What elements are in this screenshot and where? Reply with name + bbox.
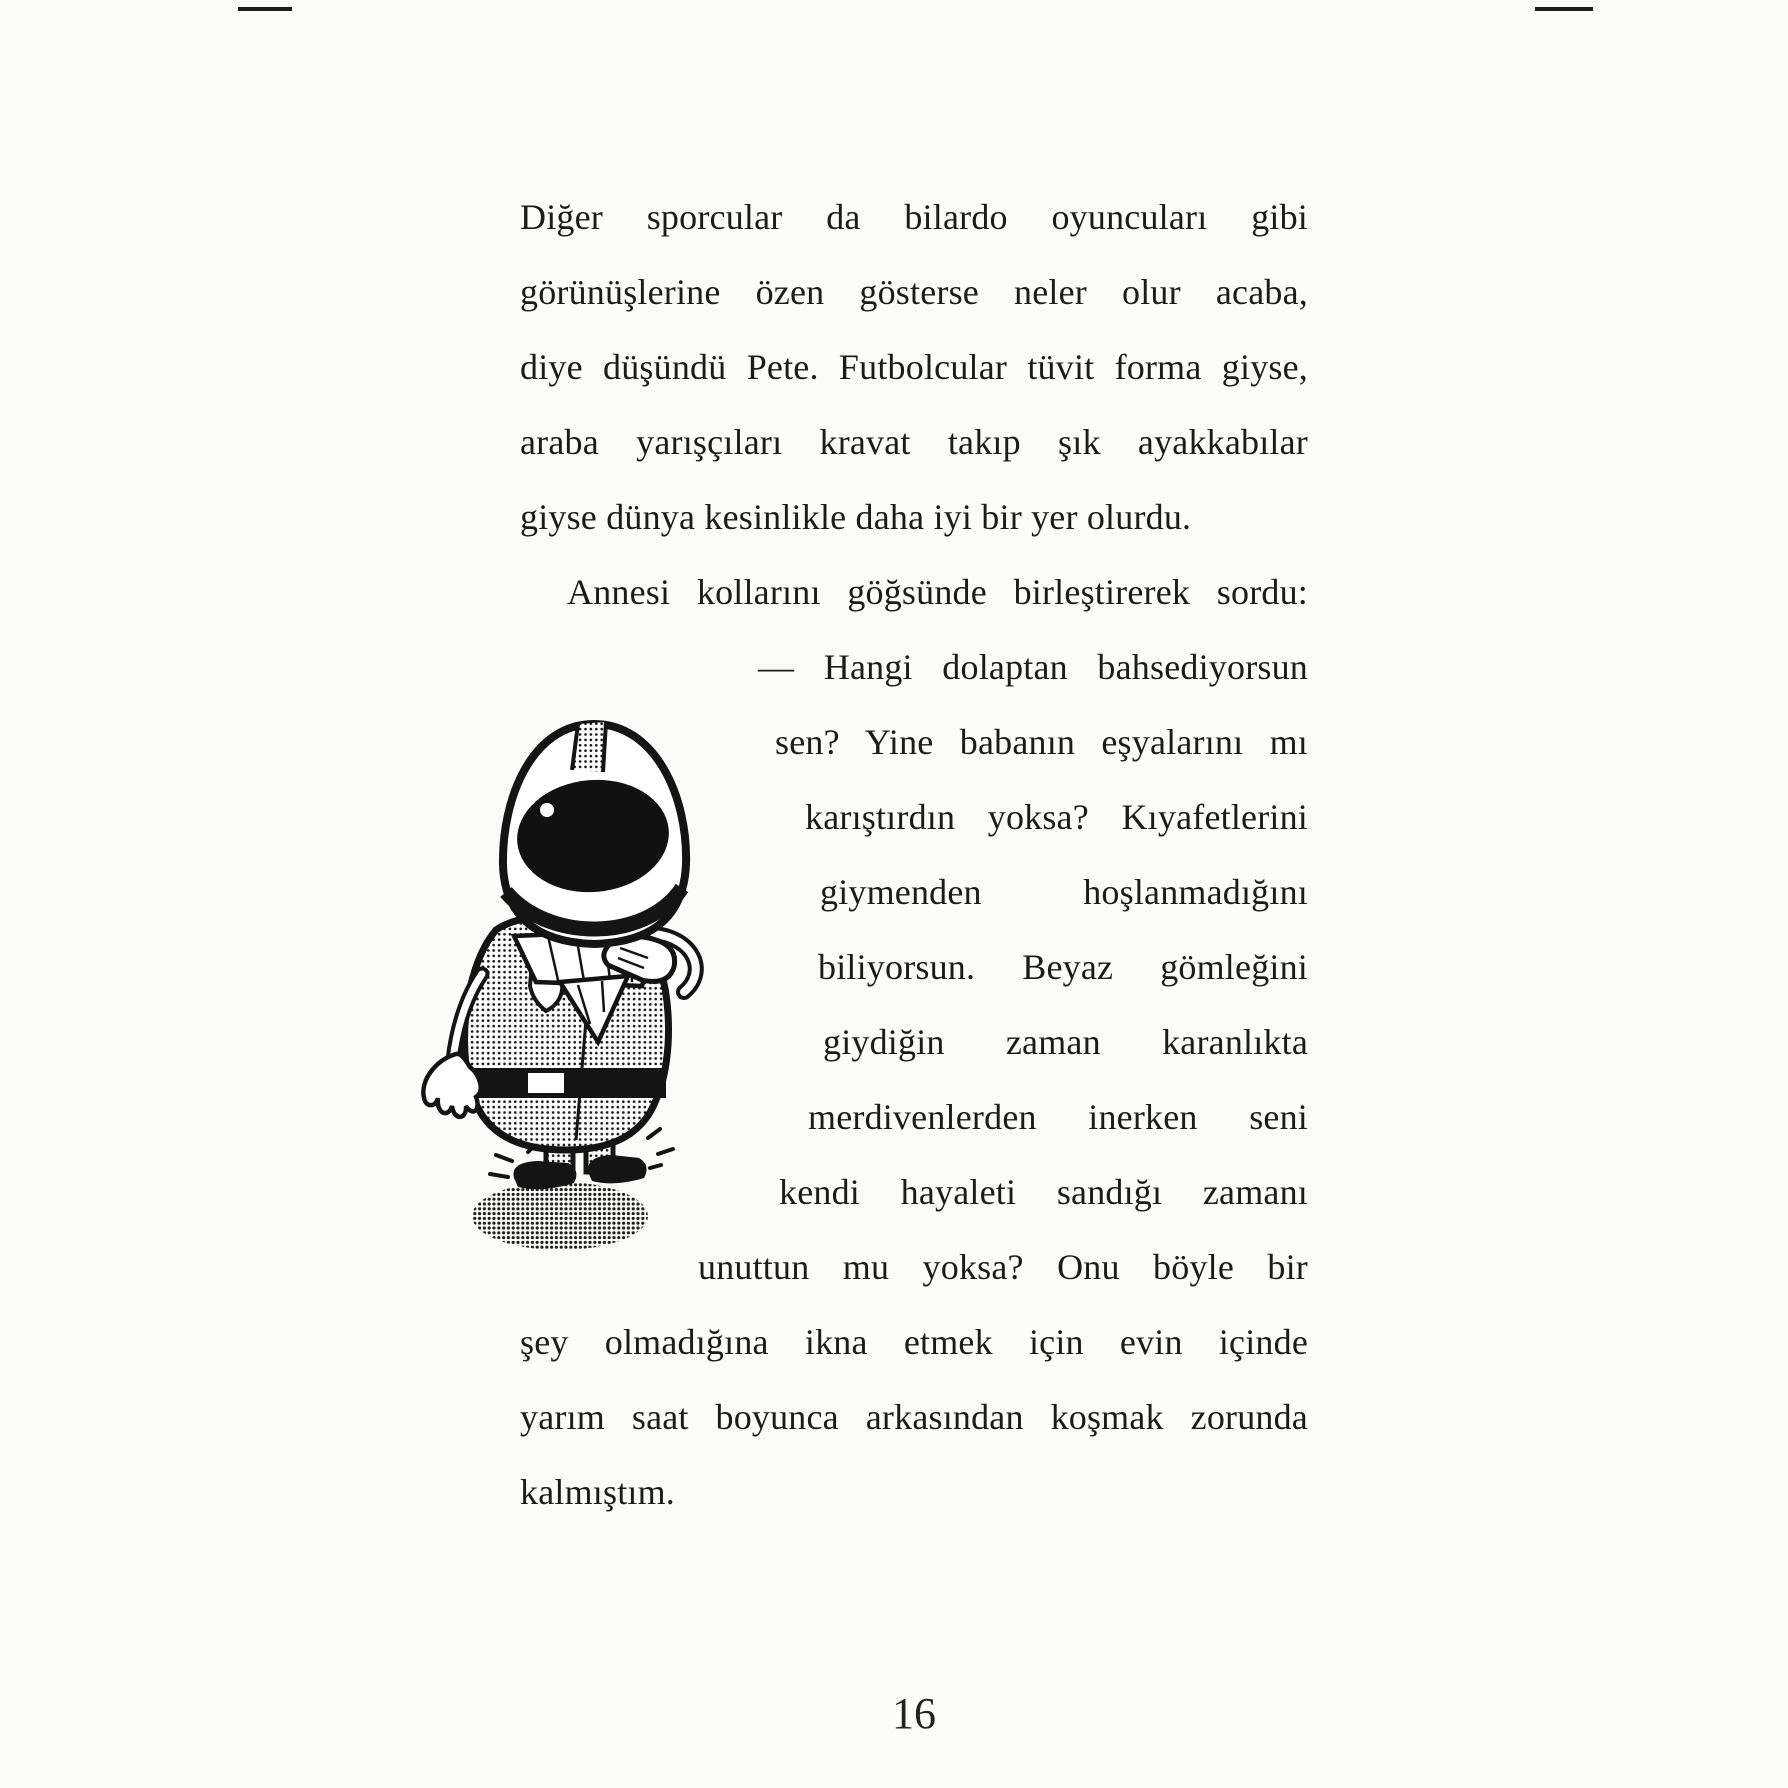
text-line: sen? Yine babanın eşyalarını mı — [775, 722, 1308, 762]
text-line: — Hangi dolaptan bahsediyorsun — [758, 647, 1308, 687]
text-line: görünüşlerine özen gösterse neler olur acaba, — [520, 272, 1308, 312]
text-line: diye düşündü Pete. Futbolcular tüvit forma giyse, — [520, 347, 1308, 387]
text-line: Diğer sporcular da bilardo oyuncuları gibi — [520, 197, 1308, 237]
visor-glint — [540, 803, 554, 817]
text-line: unuttun mu yoksa? Onu böyle bir — [698, 1247, 1308, 1287]
top-left-mark — [238, 7, 292, 11]
top-right-mark — [1535, 7, 1593, 11]
racing-helmet — [503, 722, 686, 944]
text-line: giydiğin zaman karanlıkta — [823, 1022, 1308, 1062]
racer-kid-illustration — [410, 640, 720, 1280]
text-line: kalmıştım. — [520, 1472, 675, 1512]
text-line: Annesi kollarını göğsünde birleştirerek sordu: — [567, 572, 1308, 612]
text-line: giyse dünya kesinlikle daha iyi bir yer olurdu. — [520, 497, 1192, 537]
text-line: giymenden hoşlanmadığını — [820, 872, 1308, 912]
belt — [468, 1068, 666, 1098]
text-line: biliyorsun. Beyaz gömleğini — [818, 947, 1308, 987]
ground-shadow — [472, 1182, 648, 1250]
text-line: kendi hayaleti sandığı zamanı — [779, 1172, 1308, 1212]
text-line: şey olmadığına ikna etmek için evin içinde — [520, 1322, 1308, 1362]
text-line: yarım saat boyunca arkasından koşmak zorunda — [520, 1397, 1308, 1437]
text-line: karıştırdın yoksa? Kıyafetlerini — [805, 797, 1308, 837]
page-number: 16 — [892, 1689, 936, 1738]
text-line: merdivenlerden inerken seni — [808, 1097, 1308, 1137]
text-line: araba yarışçıları kravat takıp şık ayakkabılar — [520, 422, 1308, 462]
